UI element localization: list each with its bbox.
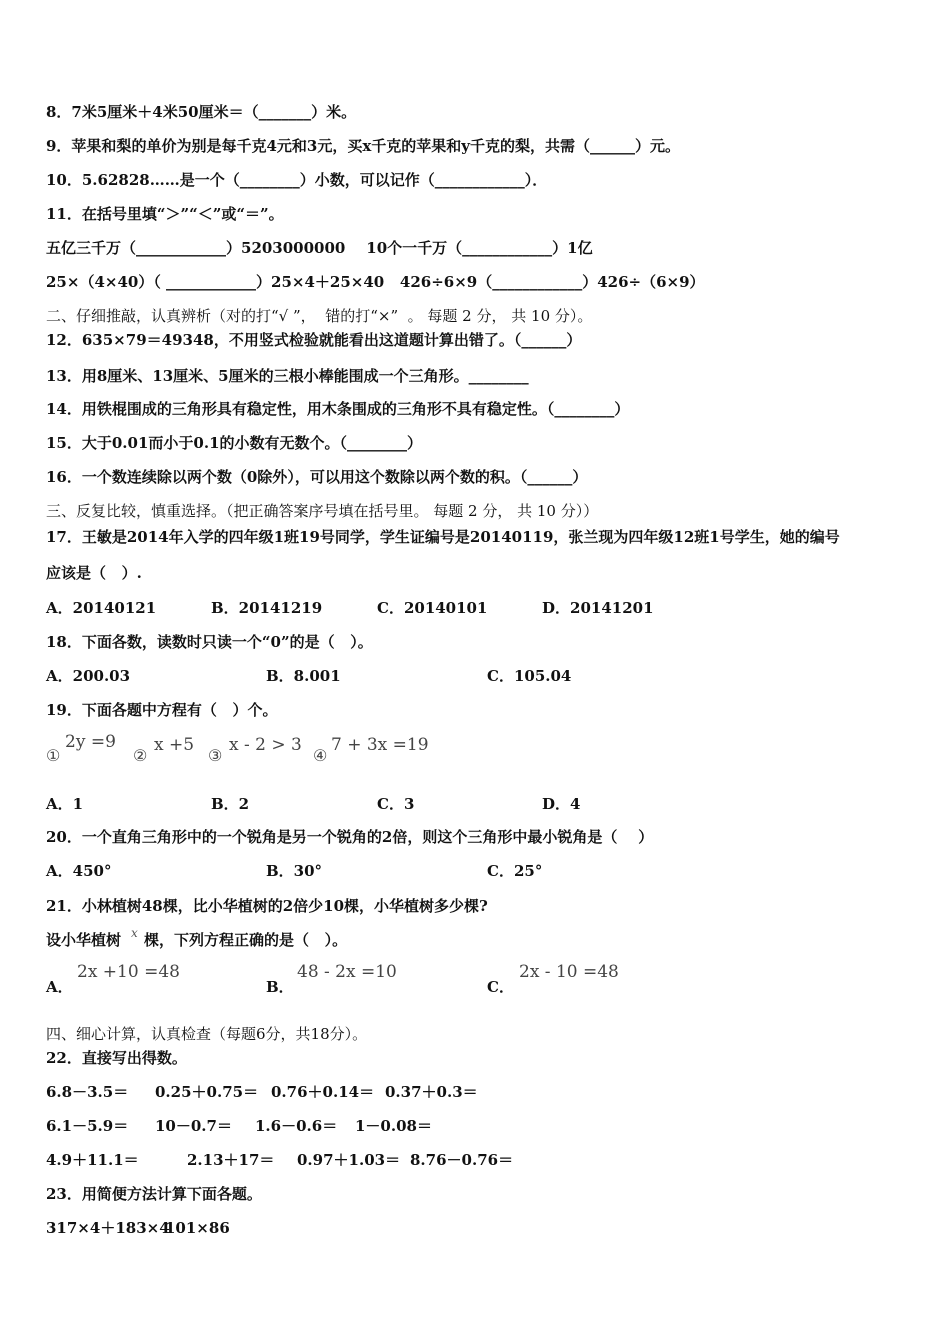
question-14: 14．用铁棍围成的三角形具有稳定性，用木条围成的三角形不具有稳定性。（________） <box>46 400 630 418</box>
q19-option-c: C．3 <box>377 795 415 813</box>
q17-option-a: A．20140121 <box>46 599 157 617</box>
q17-option-c: C．20140101 <box>377 599 488 617</box>
question-11: 11．在括号里填“＞”“＜”或“＝”。 <box>46 205 284 223</box>
q23-expression-2: 101×86 <box>165 1219 230 1237</box>
q17-option-b: B．20141219 <box>211 599 323 617</box>
question-21-line-2-start: 设小华植树 <box>46 931 122 949</box>
section-3-heading: 三、反复比较，慎重选择。（把正确答案序号填在括号里。 每题 2 分， 共 10 分）） <box>46 502 599 520</box>
question-13: 13．用8厘米、13厘米、5厘米的三根小棒能围成一个三角形。________ <box>46 367 529 385</box>
q21-variable-x: x <box>131 926 138 940</box>
question-17-line-1: 17．王敏是2014年入学的四年级1班19号同学，学生证编号是20140119，张兰现为四年级12班1号学生，她的编号 <box>46 528 840 546</box>
question-15: 15．大于0.01而小于0.1的小数有无数个。（________） <box>46 434 423 452</box>
q22-expression: 0.25＋0.75＝ <box>155 1083 259 1101</box>
q19-item-1-equation: 2y =9 <box>65 732 116 752</box>
question-18: 18．下面各数，读数时只读一个“0”的是（ ）。 <box>46 633 373 651</box>
q17-option-d: D．20141201 <box>542 599 654 617</box>
question-23: 23．用简便方法计算下面各题。 <box>46 1185 262 1203</box>
q20-option-a: A．450° <box>46 862 112 880</box>
question-12: 12．635×79＝49348，不用竖式检验就能看出这道题计算出错了。（______） <box>46 331 582 349</box>
q22-expression: 0.97＋1.03＝ <box>297 1151 401 1169</box>
q22-expression: 0.76＋0.14＝ <box>271 1083 375 1101</box>
q22-expression: 6.1－5.9＝ <box>46 1117 129 1135</box>
q19-item-3-number: ③ <box>208 746 223 765</box>
question-20: 20．一个直角三角形中的一个锐角是另一个锐角的2倍，则这个三角形中最小锐角是（ ） <box>46 828 654 846</box>
q19-item-1-number: ① <box>46 746 61 765</box>
question-21-line-1: 21．小林植树48棵，比小华植树的2倍少10棵，小华植树多少棵? <box>46 897 488 915</box>
question-11-row-2: 25×（4×40）（ ____________）25×4＋25×40 426÷6×9（____________）426÷（6×9） <box>46 273 705 291</box>
q22-expression: 6.8－3.5＝ <box>46 1083 129 1101</box>
q18-option-c: C．105.04 <box>487 667 572 685</box>
q18-option-b: B．8.001 <box>266 667 341 685</box>
q19-item-3-inequality: x - 2 > 3 <box>229 735 302 755</box>
q21-option-b-label: B． <box>266 978 294 996</box>
q19-item-2-expression: x +5 <box>154 735 195 755</box>
q19-item-4-equation: 7 + 3x =19 <box>331 735 429 755</box>
q19-option-b: B．2 <box>211 795 250 813</box>
question-19: 19．下面各题中方程有（ ）个。 <box>46 701 278 719</box>
question-9: 9．苹果和梨的单价为别是每千克4元和3元，买x千克的苹果和y千克的梨，共需（______）元。 <box>46 137 680 155</box>
question-11-row-1: 五亿三千万（____________）5203000000 10个一千万（____________）1亿 <box>46 239 593 257</box>
section-4-heading: 四、细心计算，认真检查（每题6分，共18分）。 <box>46 1025 368 1043</box>
question-21-line-2-end: 棵，下列方程正确的是（ ）。 <box>144 931 348 949</box>
q20-option-c: C．25° <box>487 862 543 880</box>
q19-option-d: D．4 <box>542 795 581 813</box>
q21-option-c-equation: 2x - 10 =48 <box>519 962 619 982</box>
q18-option-a: A．200.03 <box>46 667 131 685</box>
q21-option-a-label: A． <box>46 978 73 996</box>
q20-option-b: B．30° <box>266 862 323 880</box>
q21-option-b-equation: 48 - 2x =10 <box>297 962 397 982</box>
question-17-line-2: 应该是（ ）. <box>46 564 142 582</box>
section-2-heading: 二、仔细推敲，认真辨析（对的打“√ ”， 错的打“×” 。 每题 2 分， 共 10 分）。 <box>46 307 593 325</box>
q22-expression: 4.9＋11.1＝ <box>46 1151 139 1169</box>
q19-item-4-number: ④ <box>313 746 328 765</box>
q22-expression: 10－0.7＝ <box>155 1117 232 1135</box>
question-22: 22．直接写出得数。 <box>46 1049 187 1067</box>
q22-expression: 2.13＋17＝ <box>187 1151 275 1169</box>
q22-expression: 1.6－0.6＝ <box>255 1117 338 1135</box>
question-8: 8．7米5厘米＋4米50厘米＝（_______）米。 <box>46 103 357 121</box>
q22-expression: 8.76－0.76＝ <box>410 1151 514 1169</box>
q22-expression: 1－0.08＝ <box>355 1117 432 1135</box>
q21-option-a-equation: 2x +10 =48 <box>77 962 180 982</box>
question-10: 10．5.62828……是一个（________）小数，可以记作（____________）． <box>46 171 548 189</box>
q21-option-c-label: C． <box>487 978 514 996</box>
q19-option-a: A．1 <box>46 795 84 813</box>
q19-item-2-number: ② <box>133 746 148 765</box>
question-16: 16．一个数连续除以两个数（0除外），可以用这个数除以两个数的积。（______） <box>46 468 588 486</box>
q23-expression-1: 317×4＋183×4 <box>46 1219 170 1237</box>
q22-expression: 0.37＋0.3＝ <box>385 1083 478 1101</box>
